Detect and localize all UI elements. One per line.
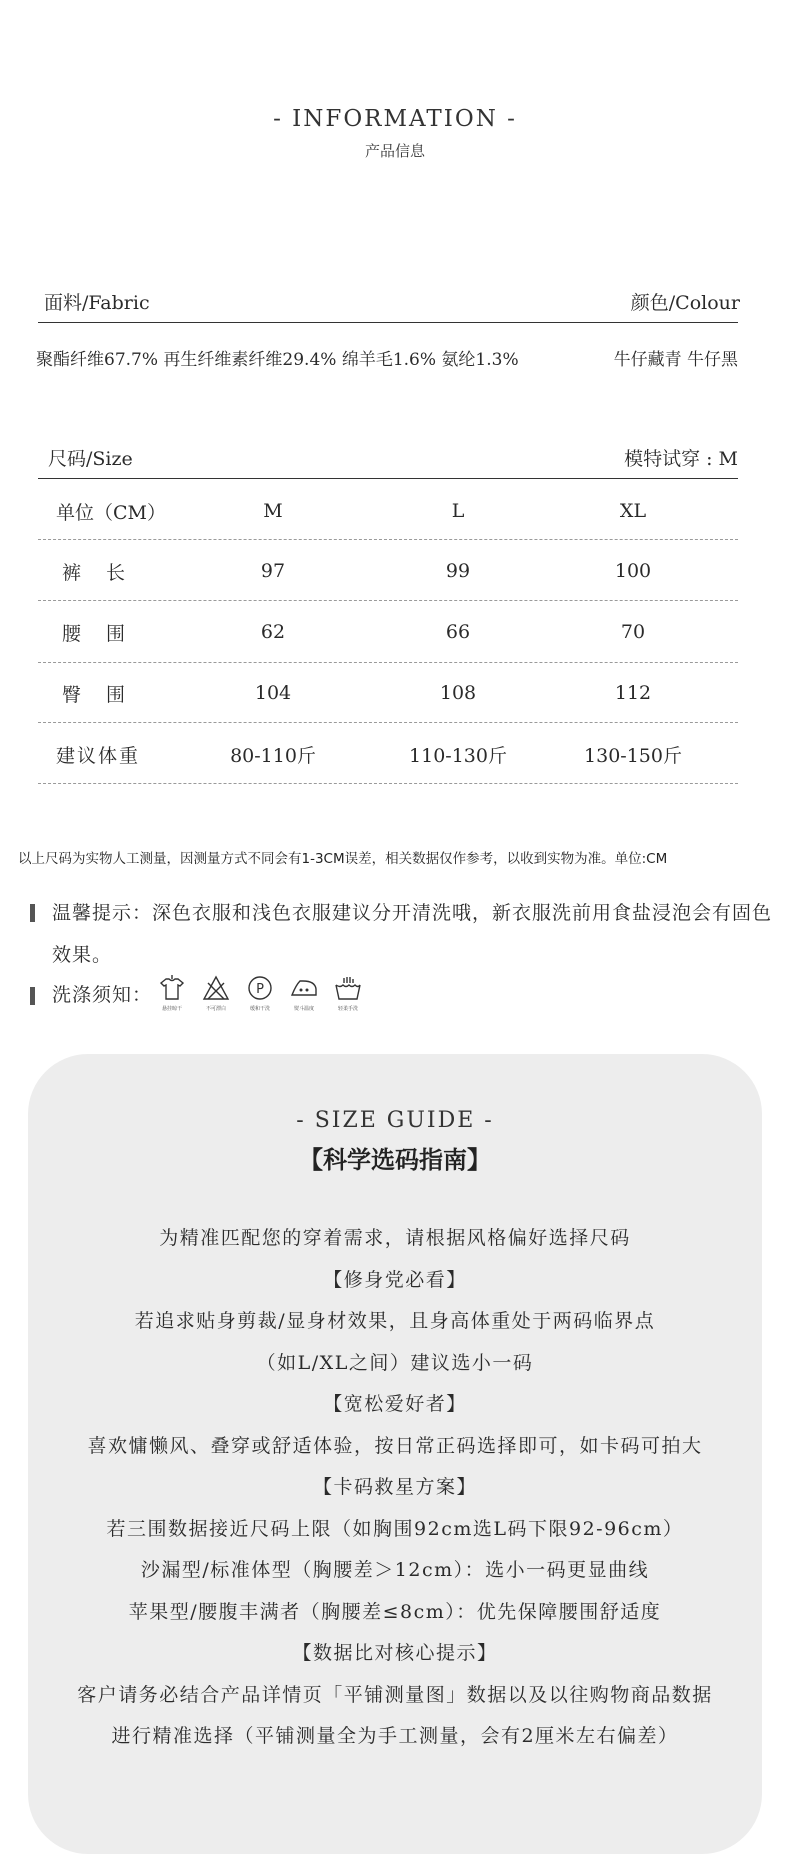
table-row	[38, 541, 738, 601]
guide-line: 喜欢慵懒风、叠穿或舒适体验，按日常正码选择即可，如卡码可拍大	[87, 1434, 703, 1457]
size-guide-text	[28, 1218, 762, 1758]
row-divider	[38, 722, 738, 723]
wash-bullet	[30, 987, 35, 1005]
size-table-header	[38, 481, 738, 541]
guide-line: 【修身党必看】	[323, 1268, 467, 1291]
table-cell: 104	[254, 682, 292, 704]
row-divider	[38, 783, 738, 784]
wash-icon-label: 悬挂晾干	[161, 1006, 182, 1012]
guide-line: 为精准匹配您的穿着需求，请根据风格偏好选择尺码	[159, 1227, 631, 1249]
guide-line: 若追求贴身剪裁/显身材效果，且身高体重处于两码临界点	[134, 1310, 656, 1332]
header-xl: XL	[619, 500, 647, 522]
svg-text:P: P	[256, 982, 264, 997]
iron-icon	[286, 973, 322, 1012]
table-row	[38, 663, 738, 723]
fabric-divider	[38, 322, 738, 323]
guide-line: 进行精准选择（平铺测量全为手工测量，会有2厘米左右偏差）	[111, 1725, 679, 1747]
size-label: 尺码/Size	[48, 448, 133, 470]
guide-line: 沙漏型/标准体型（胸腰差＞12cm）：选小一码更显曲线	[140, 1559, 650, 1581]
tip-bullet	[30, 904, 35, 922]
fabric-label: 面料/Fabric	[44, 292, 150, 314]
guide-line: 【宽松爱好者】	[323, 1393, 467, 1415]
hang-dry-icon	[154, 973, 190, 1012]
model-size-label: 模特试穿 : M	[624, 448, 738, 470]
table-cell: 80-110斤	[230, 744, 316, 767]
table-cell: 110-130斤	[409, 744, 507, 767]
row-label-waist: 腰 围	[62, 622, 126, 645]
size-guide-subtitle: 【科学选码指南】	[299, 1145, 491, 1174]
info-subtitle: 产品信息	[364, 142, 425, 160]
fabric-value: 聚酯纤维67.7% 再生纤维素纤维29.4% 绵羊毛1.6% 氨纶1.3%	[36, 350, 519, 370]
wash-icon-label: 缓和干洗	[249, 1006, 270, 1012]
no-bleach-icon	[198, 973, 234, 1012]
table-row	[38, 602, 738, 662]
table-cell: 97	[260, 560, 286, 582]
guide-line: 苹果型/腰腹丰满者（胸腰差≤8cm）：优先保障腰围舒适度	[128, 1600, 662, 1623]
table-cell: 108	[439, 682, 477, 704]
header-m: M	[263, 500, 283, 522]
table-cell: 112	[614, 682, 652, 704]
measurement-note: 以上尺码为实物人工测量，因测量方式不同会有1-3CM误差，相关数据仅作参考，以收到实物为准。单位:CM	[18, 851, 668, 867]
table-cell: 130-150斤	[584, 744, 682, 767]
table-cell: 100	[614, 560, 652, 582]
table-cell: 62	[260, 621, 286, 643]
wash-icon-label: 熨斗温度	[293, 1006, 314, 1012]
table-cell: 70	[620, 621, 646, 643]
table-cell: 99	[445, 560, 471, 582]
table-cell: 66	[445, 621, 471, 643]
row-divider	[38, 539, 738, 540]
wash-icon-label: 轻柔手洗	[337, 1006, 358, 1012]
row-label-hip: 臀 围	[62, 683, 126, 706]
size-guide-title: - SIZE GUIDE -	[296, 1108, 494, 1133]
size-divider	[38, 478, 738, 479]
guide-line: 客户请务必结合产品详情页「平铺测量图」数据以及以往购物商品数据	[77, 1683, 713, 1706]
info-title: - INFORMATION -	[273, 106, 517, 132]
guide-line: 若三围数据接近尺码上限（如胸围92cm选L码下限92-96cm）	[106, 1517, 684, 1540]
guide-line: 【卡码救星方案】	[312, 1476, 477, 1498]
warm-tip: 温馨提示：深色衣服和浅色衣服建议分开清洗哦，新衣服洗前用食盐浸泡会有固色效果。	[52, 902, 773, 966]
wash-label: 洗涤须知：	[52, 984, 153, 1006]
hand-wash-icon	[330, 973, 366, 1012]
guide-line: （如L/XL之间）建议选小一码	[256, 1351, 534, 1374]
header-l: L	[451, 500, 465, 522]
dry-clean-icon	[242, 973, 278, 1012]
row-divider	[38, 600, 738, 601]
colour-value: 牛仔藏青 牛仔黑	[613, 350, 738, 370]
table-row	[38, 724, 738, 784]
wash-icons	[154, 973, 366, 1012]
header-unit: 单位（CM）	[56, 501, 166, 524]
colour-label: 颜色/Colour	[630, 292, 740, 314]
wash-icon-label: 不可漂白	[205, 1006, 226, 1012]
row-label-weight: 建议体重	[56, 744, 141, 767]
guide-line: 【数据比对核心提示】	[292, 1642, 498, 1664]
row-label-length: 裤 长	[62, 561, 126, 584]
